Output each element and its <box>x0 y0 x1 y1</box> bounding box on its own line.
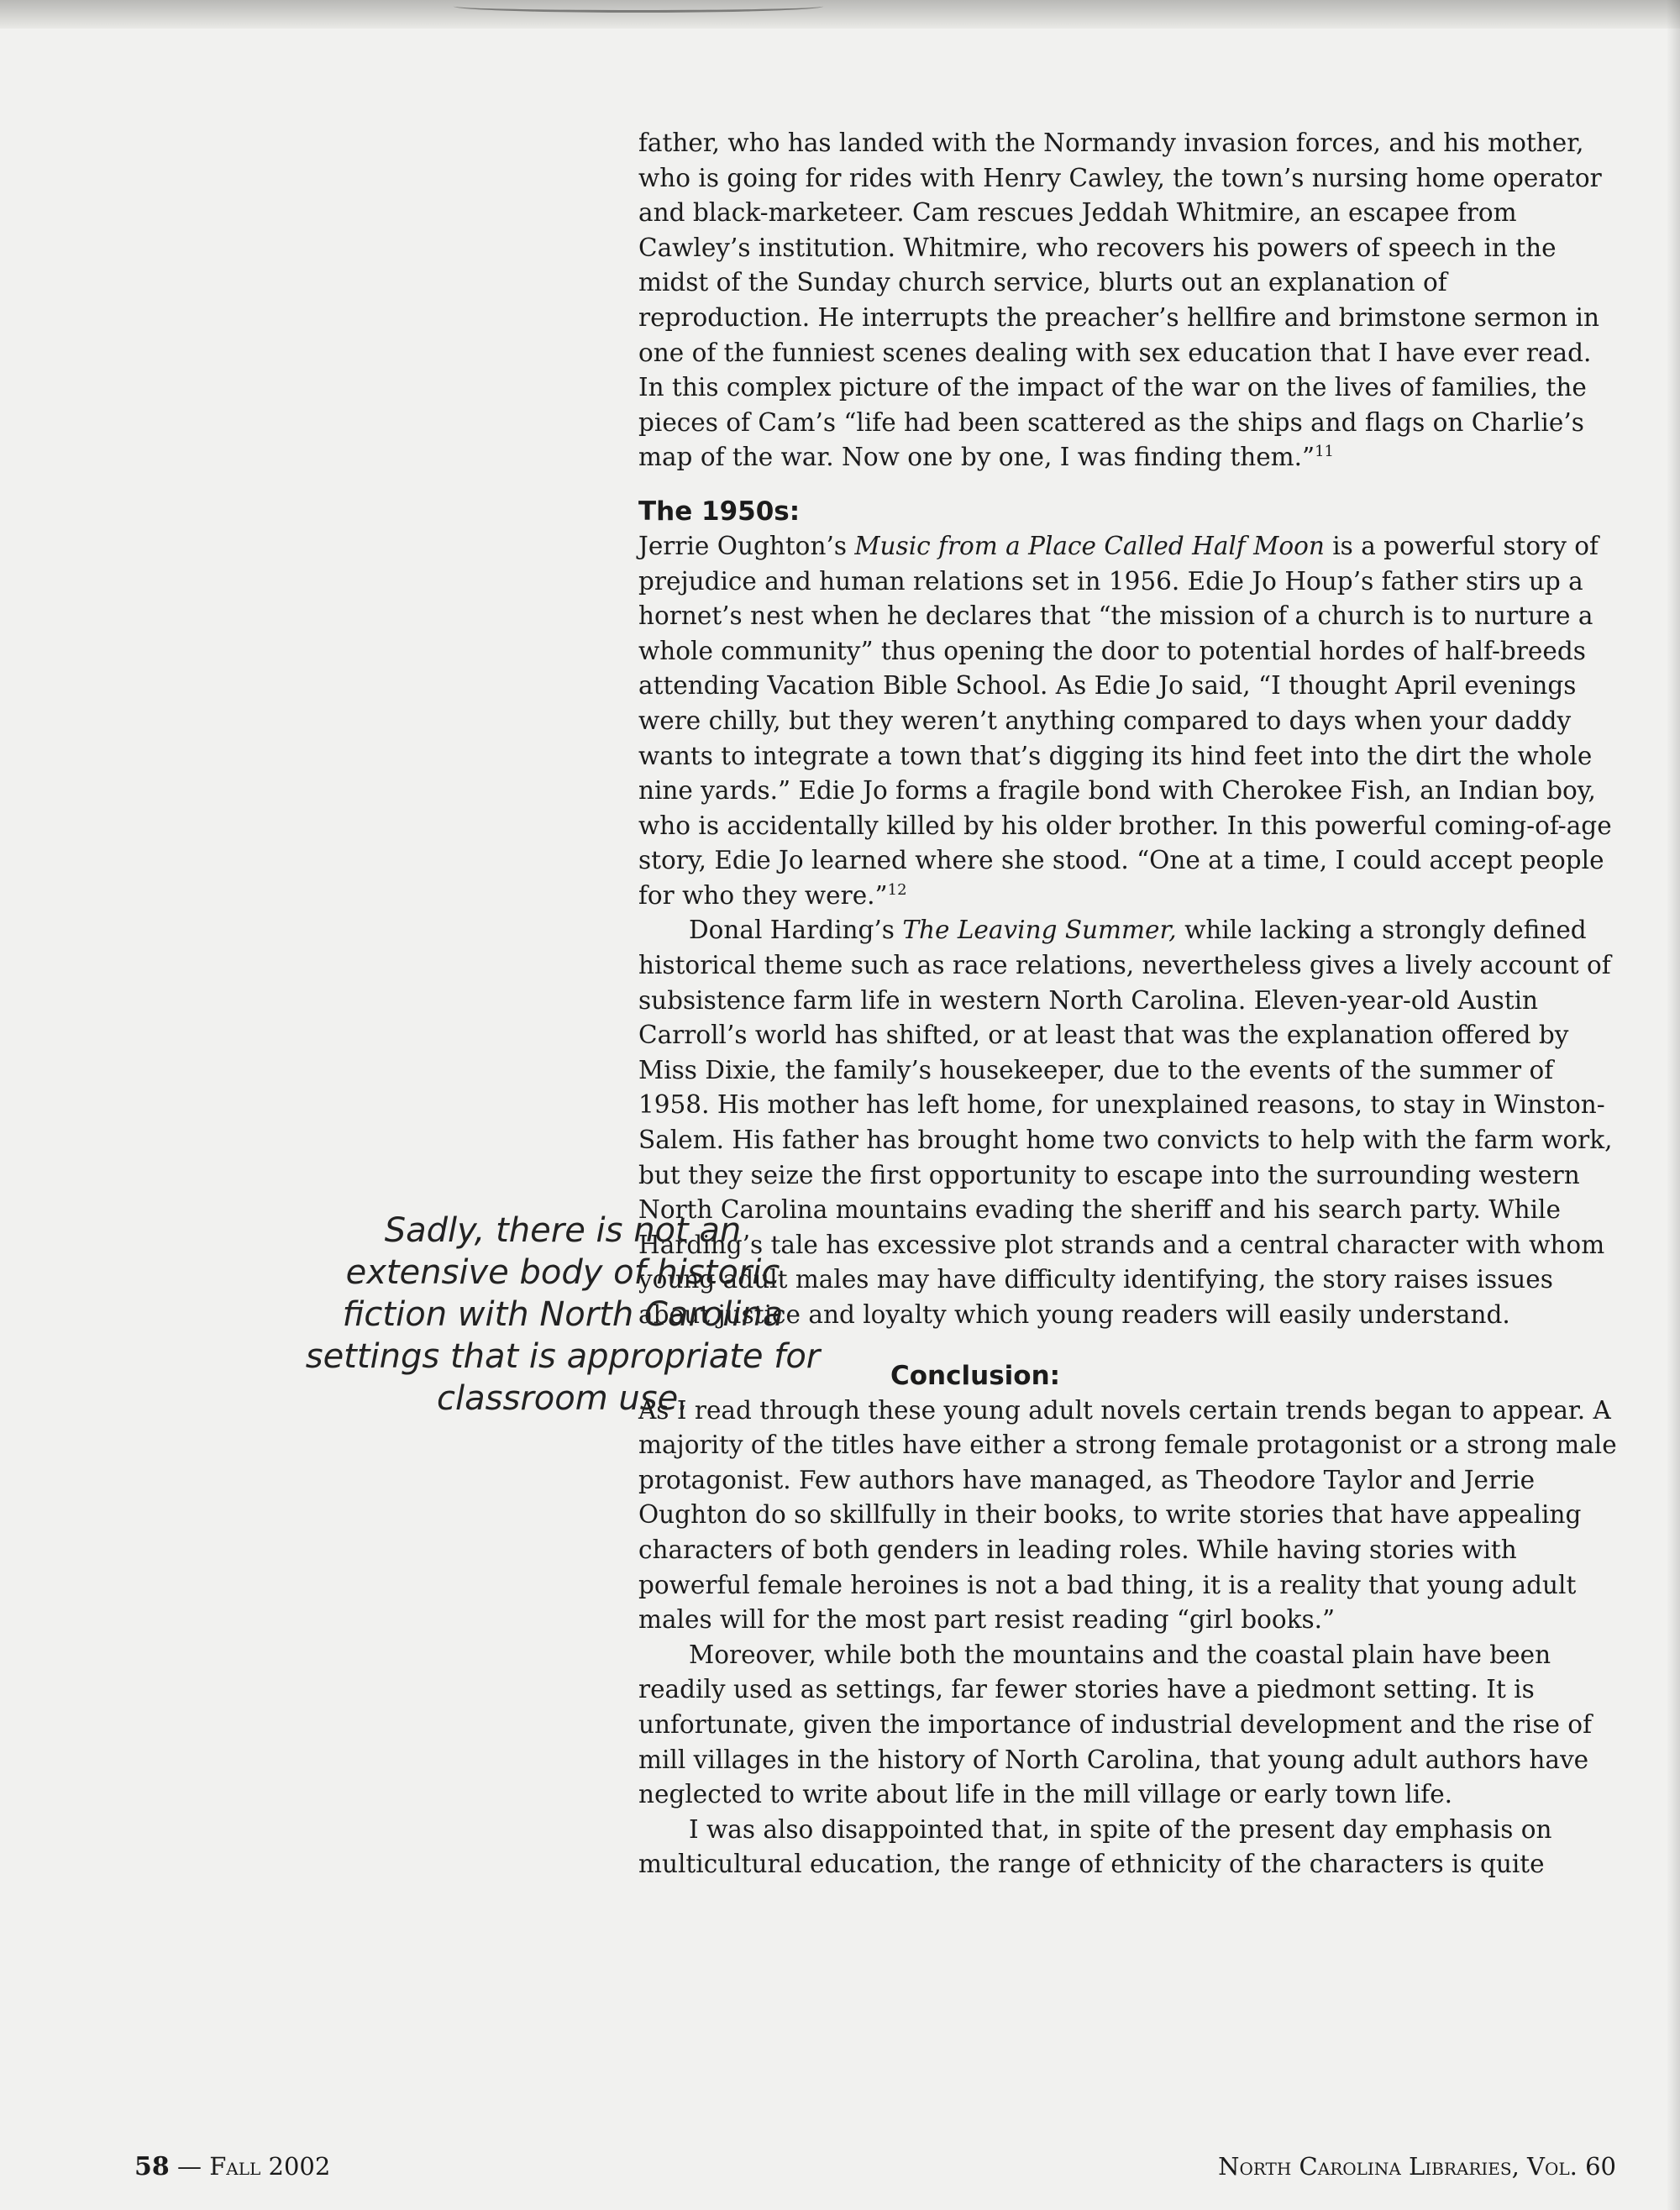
paragraph-half-moon: Jerrie Oughton’s Music from a Place Called Half Moon is a powerful story of prejudice and human relations set in 1956. Edie Jo Houp’s father stirs up a hornet’s nest when he declares that “the mission of a church is to nurture a whole community” thus opening the door to potential hordes of half-breeds attending Vacation Bible School. As Edie Jo said, “I thought April evenings were chilly, but they weren’t anything compared to days when your daddy wants to integrate a town that’s digging its hind feet into the dirt the whole nine yards.” Edie Jo forms a fragile bond with Cherokee Fish, an Indian boy, who is accidentally killed by his older brother. In this powerful coming-of-age story, Edie Jo learned where she stood. “One at a time, I could accept people for who they were.”$^{12}$ <box>638 531 1612 910</box>
page-binding-shadow <box>1667 0 1680 2210</box>
journal-title: North Carolina Libraries, Vol. 60 <box>1218 2152 1616 2181</box>
heading-conclusion: Conclusion: <box>890 1360 1061 1391</box>
pull-quote: Sadly, there is not an extensive body of historic fiction with North Carolina settings that is appropriate for classroom use. <box>305 1211 821 1418</box>
paragraph-piedmont: Moreover, while both the mountains and the coastal plain have been readily used as settings, far fewer stories have a piedmont setting. It is unfortunate, given the importance of industrial development and the rise of mill villages in the history of North Carolina, that young adult authors have neglected to write about life in the mill village or early town life. <box>638 1640 1592 1809</box>
footer-dash: — <box>176 2152 202 2181</box>
paragraph-conclusion-continued: protagonist. Few authors have managed, as Theodore Taylor and Jerrie Oughton do so skillfully in their books, to write stories that have appealing characters of both genders in leading roles. While having stories with powerful female heroines is not a bad thing, it is a reality that young adult males will for the most part resist reading “girl books.” <box>638 1465 1582 1635</box>
paragraph-leaving-summer-continued: Carroll’s world has shifted, or at least that was the explanation offered by Miss Dixie, the family’s housekeeper, due to the events of the summer of 1958. His mother has left home, for unexplained reasons, to stay in Winston-Salem. His father has brought home two convicts to help with the farm work, but they seize the first opportunity to escape into the surrounding western North Carolina mountains evading the sheriff and his search party. While Harding’s tale has excessive plot strands and a central character with whom young adult males may have difficulty identifying, the story raises issues about justice and loyalty which young readers will easily understand. <box>638 1021 1613 1329</box>
footer-left <box>134 2152 330 2181</box>
paragraph-cam: father, who has landed with the Normandy invasion forces, and his mother, who is going for rides with Henry Cawley, the town’s nursing home operator and black-marketeer. Cam rescues Jeddah Whitmire, an escapee from Cawley’s institution. Whitmire, who recovers his powers of speech in the midst of the Sunday church service, blurts out an explanation of reproduction. He interrupts the preacher’s hellfire and brimstone sermon in one of the funniest scenes dealing with sex education that I have ever read. In this complex picture of the impact of the war on the lives of families, the pieces of Cam’s “life had been scattered as the ships and flags on Charlie’s map of the war. Now one by one, I was finding them.”$^{11}$ <box>638 129 1602 472</box>
paragraph-conclusion-start: As I read through these young adult novels certain trends began to appear. A majority of the titles have either a strong female protagonist or a strong male <box>638 1395 1617 1460</box>
book-title-leaving-summer: The Leaving Summer, <box>902 916 1177 945</box>
footnote-ref-11: 11 <box>1315 443 1335 461</box>
footnote-ref-12: 12 <box>887 881 907 900</box>
article-body <box>638 126 1621 1882</box>
paragraph-leaving-summer: Donal Harding’s The Leaving Summer, while lacking a strongly defined historical theme such as race relations, nevertheless gives a lively account of subsistence farm life in western North Carolina. Eleven-year-old Austin <box>638 916 1611 1015</box>
heading-1950s: The 1950s: <box>638 496 801 527</box>
page-number: 58 <box>134 2152 170 2181</box>
paragraph-multicultural: I was also disappointed that, in spite of the present day emphasis on multicultural education, the range of ethnicity of the characters is quite <box>638 1814 1552 1879</box>
issue-season: Fall 2002 <box>209 2152 331 2181</box>
book-title-half-moon: Music from a Place Called Half Moon <box>854 531 1325 560</box>
page-top-edge <box>0 0 1680 29</box>
